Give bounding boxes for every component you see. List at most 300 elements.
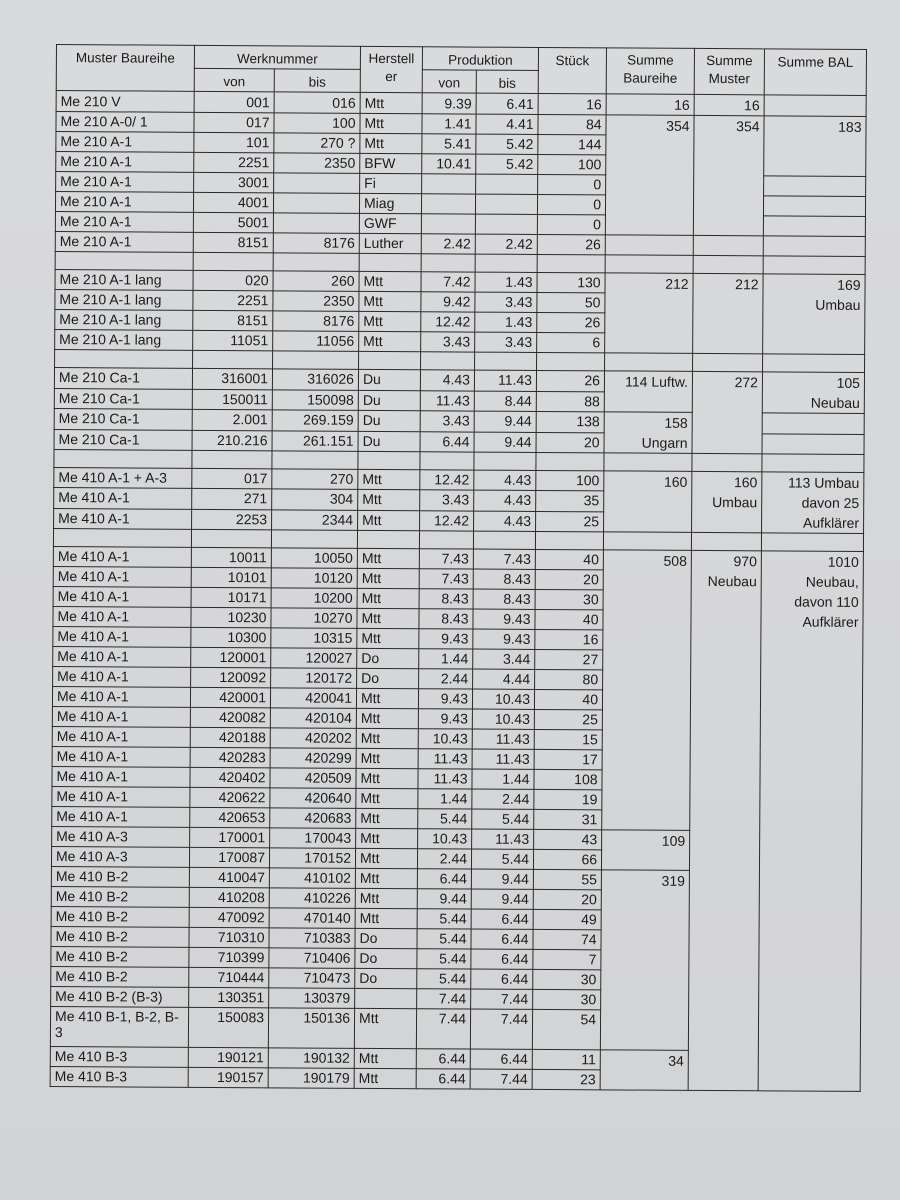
cell-produktion-von: 11.43 [418, 749, 472, 769]
cell-werknummer-bis [273, 213, 359, 234]
header-werknummer-von: von [194, 68, 274, 91]
cell-model: Me 410 B-3 [50, 1046, 188, 1067]
cell-werknummer-von: 190121 [188, 1047, 268, 1067]
cell-hersteller: Mtt [357, 588, 419, 608]
cell-stueck: 144 [538, 134, 606, 154]
cell-produktion-bis: 6.44 [471, 969, 533, 989]
cell-model: Me 410 A-1 [52, 766, 190, 787]
sum-bal-empty [763, 216, 865, 237]
cell-hersteller: Do [357, 648, 419, 668]
cell-model: Me 210 Ca-1 [54, 429, 192, 450]
cell-produktion-bis [475, 194, 537, 214]
cell-stueck: 20 [535, 569, 603, 589]
spacer-cell [193, 350, 273, 368]
sum-baureihe-ca1-ungarn-line-2: Ungarn [641, 434, 688, 451]
sum-bal-ca1 [762, 372, 864, 414]
cell-werknummer-bis: 420640 [270, 788, 356, 809]
cell-werknummer-bis: 016 [274, 92, 360, 114]
cell-werknummer-bis: 10315 [271, 628, 357, 649]
header-werknummer: Werknummer [194, 45, 360, 69]
cell-produktion-von: 11.43 [420, 390, 474, 411]
cell-produktion-von: 1.44 [419, 649, 473, 669]
spacer-cell [54, 449, 192, 468]
cell-produktion-bis: 6.44 [471, 949, 533, 969]
cell-hersteller: Mtt [356, 728, 418, 748]
cell-produktion-von [421, 194, 475, 214]
cell-werknummer-von: 2253 [192, 509, 272, 530]
spacer-cell [55, 349, 193, 368]
cell-produktion-von: 7.44 [417, 989, 471, 1009]
cell-hersteller: Mtt [359, 271, 421, 291]
cell-stueck: 30 [535, 589, 603, 609]
sum-baureihe-me410-b2-line-1: 319 [661, 872, 685, 889]
cell-werknummer-bis: 8176 [273, 233, 359, 254]
sum-bal-ca1-line-2: Neubau [810, 394, 860, 411]
spacer-cell [271, 530, 357, 549]
sum-bal-ca1-line-1: 105 [836, 374, 861, 391]
cell-hersteller: Mtt [354, 1068, 416, 1088]
cell-hersteller: Mtt [358, 490, 420, 511]
cell-stueck: 100 [536, 470, 604, 491]
sum-bal-me410-neubau [758, 551, 863, 1092]
cell-stueck: 25 [536, 511, 604, 532]
cell-stueck: 80 [535, 669, 603, 689]
cell-stueck: 130 [537, 272, 605, 292]
cell-stueck: 26 [537, 234, 605, 254]
cell-werknummer-bis: 100 [274, 113, 360, 134]
cell-werknummer-von: 2.001 [192, 409, 272, 430]
header-row-1 [56, 45, 866, 73]
cell-werknummer-bis: 410226 [269, 888, 355, 909]
cell-produktion-bis [475, 214, 537, 234]
cell-werknummer-bis: 10200 [271, 588, 357, 609]
sum-baureihe-me410-umbau-line-1: 160 [663, 473, 688, 490]
cell-hersteller: Mtt [359, 331, 421, 351]
cell-werknummer-bis: 170043 [270, 828, 356, 849]
sum-bal-empty [763, 196, 865, 217]
spacer-cell [419, 531, 473, 549]
cell-hersteller [355, 988, 417, 1008]
cell-stueck: 54 [532, 1009, 600, 1049]
cell-stueck: 27 [535, 649, 603, 669]
cell-hersteller: Mtt [355, 848, 417, 868]
cell-model: Me 410 A-1 [52, 746, 190, 767]
spacer-cell [603, 532, 691, 551]
cell-werknummer-von: 017 [192, 468, 272, 489]
sum-muster-empty [693, 235, 763, 255]
cell-werknummer-von: 420283 [190, 747, 270, 767]
sum-muster-me410-umbau-line-2: Umbau [712, 494, 758, 511]
cell-produktion-bis: 4.44 [473, 669, 535, 689]
cell-hersteller: Mtt [354, 1048, 416, 1068]
cell-produktion-von: 9.44 [417, 889, 471, 909]
spacer-cell [692, 453, 762, 471]
sum-muster-me410-umbau [692, 471, 762, 532]
spacer-cell [55, 251, 193, 270]
cell-stueck: 7 [533, 949, 601, 969]
sum-bal-empty [762, 433, 864, 454]
cell-hersteller: Do [355, 968, 417, 988]
cell-hersteller: Mtt [357, 568, 419, 588]
cell-produktion-bis: 1.44 [472, 769, 534, 789]
cell-werknummer-von: 10230 [191, 607, 271, 627]
cell-produktion-bis: 4.41 [476, 114, 538, 134]
cell-model: Me 410 A-1 [53, 566, 191, 587]
sum-baureihe-ca1-luftw-line-1: 114 Luftw. [625, 373, 689, 390]
spacer-cell [693, 353, 763, 371]
sum-muster-me210a [693, 115, 764, 235]
cell-werknummer-bis: 2350 [274, 153, 360, 174]
cell-stueck: 88 [536, 391, 604, 412]
cell-produktion-von: 2.42 [421, 234, 475, 254]
cell-model: Me 410 B-2 (B-3) [51, 986, 189, 1007]
cell-stueck: 50 [537, 292, 605, 312]
cell-hersteller: Mtt [356, 768, 418, 788]
spacer-cell [193, 252, 273, 270]
cell-werknummer-von: 710310 [189, 927, 269, 947]
cell-hersteller: Do [357, 668, 419, 688]
cell-hersteller: Mtt [360, 92, 422, 113]
sum-bal-empty [762, 413, 864, 434]
cell-hersteller: Mtt [359, 291, 421, 311]
spacer-cell [605, 255, 693, 274]
cell-model: Me 410 A-1 + A-3 [54, 467, 192, 488]
spacer-cell [475, 352, 537, 370]
cell-werknummer-von: 470092 [189, 907, 269, 927]
cell-stueck: 138 [536, 411, 604, 432]
cell-werknummer-von: 10011 [191, 547, 271, 567]
cell-werknummer-von: 10171 [191, 587, 271, 607]
spacer-cell [473, 531, 535, 549]
header-model: Muster Baureihe [56, 45, 194, 92]
cell-werknummer-von: 8151 [193, 310, 273, 330]
cell-werknummer-von: 210.216 [192, 430, 272, 451]
cell-hersteller: Mtt [356, 788, 418, 808]
cell-hersteller: Mtt [357, 548, 419, 568]
cell-stueck: 0 [537, 194, 605, 214]
cell-werknummer-bis: 11056 [273, 331, 359, 352]
cell-stueck: 66 [533, 849, 601, 869]
cell-model: Me 410 B-2 [51, 946, 189, 967]
cell-werknummer-von: 410208 [189, 887, 269, 907]
header-sum-baureihe: Summe Baureihe [606, 48, 694, 95]
spacer-cell [605, 353, 693, 372]
sum-muster-me410-umbau-line-1: 160 [733, 474, 758, 491]
spacer-cell [358, 451, 420, 469]
spacer-cell [763, 354, 865, 373]
cell-hersteller: Du [358, 410, 420, 431]
sum-baureihe-me410-a1 [602, 550, 692, 831]
sum-baureihe-me410-b2 [600, 870, 689, 1051]
sum-baureihe-lang [605, 273, 693, 354]
cell-produktion-von [421, 214, 475, 234]
cell-produktion-von: 3.43 [421, 332, 475, 352]
sum-baureihe-v [606, 94, 694, 116]
cell-hersteller: Mtt [354, 1008, 416, 1048]
cell-produktion-von: 9.43 [418, 689, 472, 709]
cell-werknummer-bis: 710383 [269, 928, 355, 949]
cell-model: Me 210 A-0/ 1 [56, 112, 194, 133]
cell-werknummer-bis: 420299 [270, 748, 356, 769]
production-table [50, 44, 867, 1092]
cell-stueck: 23 [532, 1069, 600, 1089]
cell-werknummer-bis: 270 [272, 469, 358, 490]
cell-produktion-von: 9.39 [422, 93, 476, 114]
spacer-cell [535, 531, 603, 549]
cell-model: Me 410 A-3 [51, 846, 189, 867]
cell-produktion-bis: 9.44 [471, 869, 533, 889]
cell-werknummer-von: 2251 [193, 290, 273, 310]
cell-model: Me 410 A-1 [53, 666, 191, 687]
cell-werknummer-von: 150083 [188, 1007, 268, 1047]
cell-werknummer-bis: 470140 [269, 908, 355, 929]
cell-werknummer-von: 420001 [190, 687, 270, 707]
cell-produktion-bis: 2.42 [475, 234, 537, 254]
cell-werknummer-von: 420188 [190, 727, 270, 747]
cell-model: Me 410 B-2 [51, 906, 189, 927]
cell-stueck: 40 [535, 549, 603, 569]
cell-produktion-von [422, 174, 476, 194]
cell-produktion-bis: 9.44 [474, 432, 536, 453]
cell-werknummer-von: 5001 [193, 212, 273, 232]
cell-werknummer-von: 410047 [189, 867, 269, 887]
spacer-cell [604, 453, 692, 472]
cell-werknummer-bis: 420683 [270, 808, 356, 829]
spacer-cell [475, 254, 537, 272]
cell-produktion-bis: 9.44 [474, 411, 536, 432]
sum-baureihe-empty [605, 235, 693, 256]
sum-muster-ca1 [692, 371, 762, 453]
cell-werknummer-bis: 170152 [269, 848, 355, 869]
spacer-cell [761, 533, 863, 552]
cell-hersteller: Mtt [355, 868, 417, 888]
cell-produktion-von: 6.44 [420, 431, 474, 452]
cell-werknummer-bis: 8176 [273, 311, 359, 332]
cell-produktion-bis: 5.44 [472, 809, 534, 829]
cell-hersteller: Luther [359, 233, 421, 253]
cell-stueck: 25 [534, 709, 602, 729]
spacer-cell [763, 256, 865, 275]
cell-werknummer-von: 3001 [194, 172, 274, 192]
cell-werknummer-bis: 270 ? [274, 133, 360, 154]
cell-produktion-bis: 11.43 [474, 370, 536, 391]
header-produktion: Produktion [422, 47, 538, 71]
sum-bal-empty [763, 236, 865, 257]
cell-produktion-bis: 8.44 [474, 391, 536, 412]
cell-hersteller: Mtt [356, 688, 418, 708]
header-werknummer-bis: bis [274, 69, 360, 93]
cell-werknummer-bis: 316026 [272, 369, 358, 390]
cell-model: Me 210 A-1 [55, 192, 193, 213]
sum-bal-me410-umbau-line-2: davon 25 [801, 494, 860, 511]
cell-werknummer-bis: 190132 [268, 1048, 354, 1069]
cell-produktion-bis: 11.43 [472, 829, 534, 849]
cell-werknummer-bis: 2350 [273, 291, 359, 312]
cell-stueck: 19 [534, 789, 602, 809]
sum-bal-lang-line-1: 169 [837, 276, 861, 293]
cell-werknummer-von: 020 [193, 270, 273, 290]
table-body [50, 91, 866, 1092]
cell-model: Me 210 Ca-1 [54, 388, 192, 409]
cell-produktion-bis: 6.41 [476, 93, 538, 114]
cell-hersteller: BFW [360, 153, 422, 173]
cell-produktion-von: 8.43 [419, 609, 473, 629]
cell-stueck: 30 [533, 969, 601, 989]
cell-stueck: 31 [534, 809, 602, 829]
cell-werknummer-von: 420653 [190, 807, 270, 827]
cell-hersteller: Do [355, 928, 417, 948]
cell-model: Me 410 A-1 [54, 488, 192, 509]
cell-produktion-bis: 5.42 [476, 134, 538, 154]
cell-produktion-von: 12.42 [421, 312, 475, 332]
sum-baureihe-me210a [605, 115, 694, 236]
cell-produktion-von: 5.44 [417, 909, 471, 929]
cell-produktion-bis: 10.43 [472, 709, 534, 729]
sum-muster-lang-line-1: 212 [735, 276, 759, 293]
cell-produktion-bis: 4.43 [474, 490, 536, 511]
cell-hersteller: Mtt [360, 133, 422, 153]
sum-bal-v [764, 95, 866, 117]
cell-model: Me 410 B-3 [50, 1066, 188, 1087]
cell-werknummer-bis: 2344 [272, 509, 358, 530]
cell-werknummer-von: 120001 [191, 647, 271, 667]
cell-hersteller: Mtt [360, 113, 422, 133]
cell-werknummer-von: 4001 [193, 192, 273, 212]
cell-produktion-bis: 1.43 [475, 312, 537, 332]
spacer-cell [359, 253, 421, 271]
cell-werknummer-bis: 420041 [270, 688, 356, 709]
cell-hersteller: Mtt [358, 510, 420, 531]
cell-model: Me 210 A-1 [56, 172, 194, 193]
cell-werknummer-von: 017 [194, 112, 274, 132]
cell-stueck: 40 [534, 689, 602, 709]
header-sum-muster: Summe Muster [694, 48, 764, 94]
header-produktion-bis: bis [476, 70, 538, 93]
cell-produktion-bis: 4.43 [474, 470, 536, 491]
cell-produktion-von: 8.43 [419, 589, 473, 609]
cell-werknummer-bis: 261.151 [272, 430, 358, 451]
cell-model: Me 410 B-2 [51, 866, 189, 887]
cell-produktion-bis: 8.43 [473, 589, 535, 609]
cell-model: Me 410 A-1 [53, 546, 191, 567]
cell-stueck: 74 [533, 929, 601, 949]
cell-werknummer-bis: 710473 [269, 968, 355, 989]
sum-bal-me410-umbau-line-1: 113 Umbau [787, 474, 860, 491]
cell-stueck: 30 [533, 989, 601, 1009]
spacer-cell [536, 452, 604, 470]
cell-produktion-von: 2.44 [417, 849, 471, 869]
cell-model: Me 210 Ca-1 [54, 367, 192, 388]
sum-bal-me410-umbau-line-3: Aufklärer [803, 514, 860, 531]
spacer-cell [53, 528, 191, 547]
cell-produktion-von: 9.42 [421, 292, 475, 312]
cell-werknummer-bis: 120172 [271, 668, 357, 689]
cell-model: Me 410 A-1 [52, 726, 190, 747]
spacer-cell [421, 352, 475, 370]
cell-produktion-von: 10.43 [418, 729, 472, 749]
cell-stueck: 20 [536, 432, 604, 453]
cell-model: Me 410 A-3 [52, 826, 190, 847]
cell-hersteller: Mtt [355, 908, 417, 928]
cell-produktion-bis: 3.43 [475, 292, 537, 312]
cell-werknummer-bis: 420202 [270, 728, 356, 749]
cell-produktion-bis: 5.44 [471, 849, 533, 869]
cell-model: Me 210 A-1 [56, 152, 194, 173]
cell-produktion-bis: 7.43 [473, 549, 535, 569]
cell-produktion-von: 6.44 [416, 1049, 470, 1069]
sum-muster-v [694, 94, 764, 115]
sum-bal-me410-neubau-line-1: 1010 [827, 553, 859, 570]
cell-produktion-bis: 1.43 [475, 272, 537, 292]
cell-werknummer-bis: 10050 [271, 548, 357, 569]
cell-hersteller: Mtt [356, 748, 418, 768]
cell-werknummer-von: 10300 [191, 627, 271, 647]
cell-stueck: 84 [538, 114, 606, 134]
cell-model: Me 210 A-1 lang [55, 329, 193, 350]
cell-werknummer-bis: 710406 [269, 948, 355, 969]
cell-stueck: 35 [536, 491, 604, 512]
cell-produktion-von: 7.43 [419, 569, 473, 589]
header-produktion-von: von [422, 70, 476, 93]
cell-produktion-von: 6.44 [417, 869, 471, 889]
cell-produktion-bis: 3.44 [473, 649, 535, 669]
cell-stueck: 17 [534, 749, 602, 769]
cell-model: Me 210 Ca-1 [54, 408, 192, 429]
cell-werknummer-von: 120092 [191, 667, 271, 687]
cell-produktion-von: 9.43 [419, 629, 473, 649]
spacer-cell [693, 255, 763, 273]
cell-produktion-bis: 9.43 [473, 609, 535, 629]
cell-hersteller: Mtt [356, 808, 418, 828]
cell-produktion-von: 5.44 [418, 809, 472, 829]
cell-model: Me 410 A-1 [53, 646, 191, 667]
cell-hersteller: Miag [359, 193, 421, 213]
spacer-cell [420, 452, 474, 470]
cell-werknummer-von: 101 [194, 132, 274, 152]
cell-hersteller: Do [355, 948, 417, 968]
cell-produktion-von: 7.43 [419, 549, 473, 569]
spacer-cell [359, 351, 421, 369]
header-stueck: Stück [538, 47, 606, 93]
cell-werknummer-von: 8151 [193, 232, 273, 252]
cell-model: Me 410 B-2 [51, 886, 189, 907]
spacer-cell [421, 254, 475, 272]
cell-model: Me 410 A-1 [54, 508, 192, 529]
header-hersteller: Herstell er [360, 46, 422, 92]
sum-baureihe-ca1-ungarn [604, 412, 692, 454]
sum-bal-lang [763, 274, 865, 355]
cell-werknummer-von: 420082 [190, 707, 270, 727]
cell-produktion-von: 1.41 [422, 114, 476, 134]
sum-baureihe-me410-a3-line-1: 109 [661, 832, 686, 849]
cell-produktion-bis: 11.43 [472, 729, 534, 749]
cell-stueck: 16 [535, 629, 603, 649]
sum-baureihe-ca1-luftw [604, 371, 692, 413]
sum-baureihe-me410-a1-line-1: 508 [663, 552, 687, 569]
cell-werknummer-von: 001 [194, 91, 274, 112]
cell-model: Me 210 A-1 [55, 231, 193, 252]
cell-produktion-von: 10.41 [422, 154, 476, 174]
cell-produktion-von: 5.44 [417, 929, 471, 949]
cell-produktion-von: 4.43 [420, 370, 474, 391]
cell-produktion-von: 3.43 [420, 490, 474, 511]
cell-produktion-bis: 3.43 [475, 332, 537, 352]
spacer-cell [272, 451, 358, 470]
cell-produktion-bis: 6.44 [470, 1049, 532, 1069]
cell-produktion-bis: 9.44 [471, 889, 533, 909]
cell-model: Me 210 A-1 lang [55, 269, 193, 290]
sum-bal-me410-umbau [762, 472, 864, 534]
